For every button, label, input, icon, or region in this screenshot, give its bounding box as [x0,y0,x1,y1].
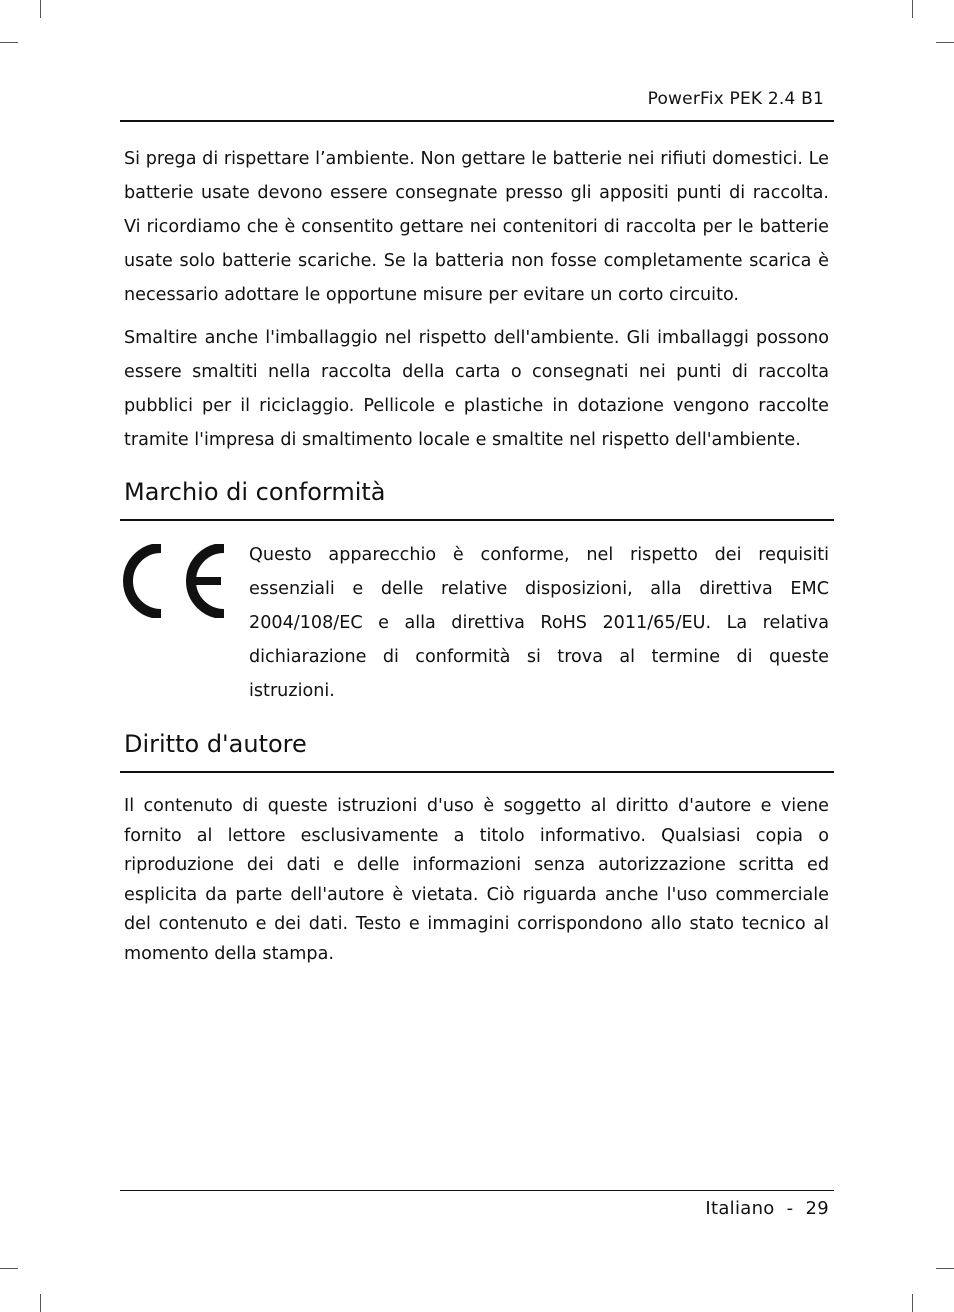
section-rule [120,519,834,521]
footer-rule [120,1190,834,1191]
crop-mark [912,0,913,18]
crop-mark [0,1268,18,1269]
crop-mark [912,1294,913,1312]
crop-mark [40,1294,41,1312]
section-heading-copyright: Diritto d'autore [124,730,307,758]
copyright-text: Il contenuto di queste istruzioni d'uso è soggetto al diritto d'autore e viene fornito al lettore esclusivamente a titolo informativo. Qualsiasi copia o riproduzione dei dati e delle informazioni senza autorizzazione scritta ed esplicita da parte dell'autore è vietata. Ciò riguarda anche l'uso commerciale del contenuto e dei dati. Testo e immagini corrispondono allo stato tecnico al momento della stampa. [124,796,829,964]
page-footer-number: Italiano - 29 [705,1198,829,1219]
section-heading-conformity: Marchio di conformità [124,478,386,506]
crop-mark [0,42,18,43]
page-header-product: PowerFix PEK 2.4 B1 [647,89,824,109]
crop-mark [40,0,41,18]
header-rule [120,120,834,122]
section-rule [120,771,834,773]
paragraph-packaging-disposal: Smaltire anche l'imballaggio nel rispetto dell'ambiente. Gli imballaggi possono essere smaltiti nella raccolta della carta o consegnati nei punti di raccolta pubblici per il riciclaggio. Pellicole e plastiche in dotazione vengono raccolte tramite l'impresa di smaltimento locale e smaltite nel rispetto dell'ambiente. [124,328,829,450]
crop-mark [936,42,954,43]
paragraph-battery-disposal: Si prega di rispettare l’ambiente. Non gettare le batterie nei rifiuti domestici. Le batterie usate devono essere consegnate presso gli appositi punti di raccolta. Vi ricordiamo che è consentito gettare nei contenitori di raccolta per le batterie usate solo batterie scariche. Se la batteria non fosse completamente scarica è necessario adottare le opportune misure per evitare un corto circuito. [124,149,829,305]
ce-mark-icon [123,544,227,618]
conformity-text: Questo apparecchio è conforme, nel rispetto dei requisiti essenziali e delle relative disposizioni, alla direttiva EMC 2004/108/EC e alla direttiva RoHS 2011/65/EU. La relativa dichiarazione di conformità si trova al termine di queste istruzioni. [249,545,829,701]
crop-mark [936,1268,954,1269]
